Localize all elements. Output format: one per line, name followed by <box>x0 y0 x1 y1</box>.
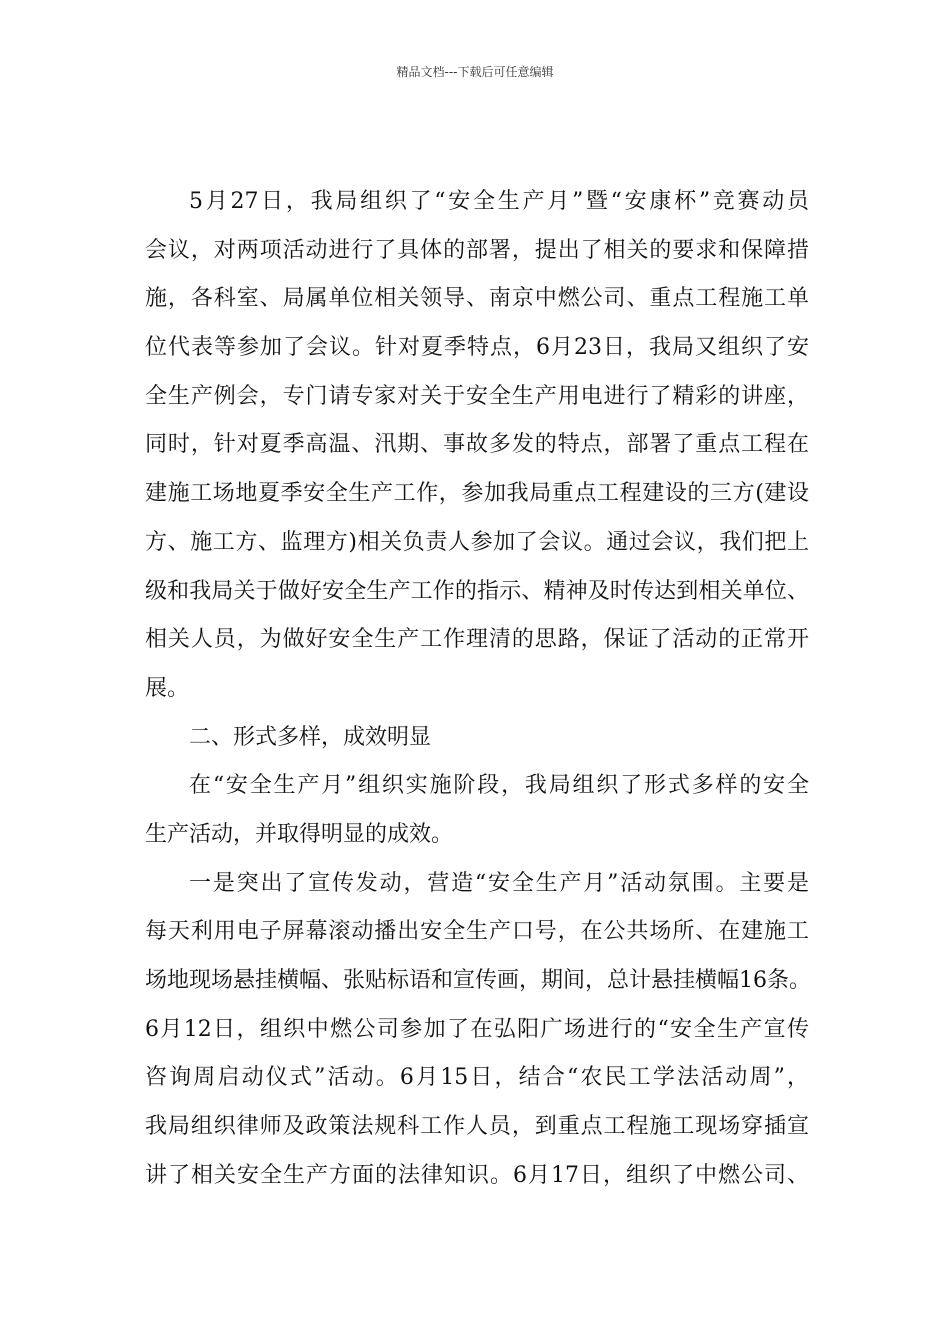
text-line: 同时，针对夏季高温、汛期、事故多发的特点，部署了重点工程在 <box>145 432 809 458</box>
text-line: 级和我局关于做好安全生产工作的指示、精神及时传达到相关单位、 <box>145 578 809 604</box>
text-line: 全生产例会，专门请专家对关于安全生产用电进行了精彩的讲座， <box>145 383 809 409</box>
page-header: 精品文档---下载后可任意编辑 <box>396 65 554 79</box>
text-line: 每天利用电子屏幕滚动播出安全生产口号，在公共场所、在建施工 <box>145 919 809 945</box>
text-line: 生产活动，并取得明显的成效。 <box>145 821 454 847</box>
text-line: 在“安全生产月”组织实施阶段，我局组织了形式多样的安全 <box>189 773 809 799</box>
text-line: 场地现场悬挂横幅、张贴标语和宣传画，期间，总计悬挂横幅16条。 <box>145 968 811 993</box>
text-line: 位代表等参加了会议。针对夏季特点，6月23日，我局又组织了安 <box>145 335 809 361</box>
text-line: 咨询周启动仪式”活动。6月15日，结合“农民工学法活动周”， <box>145 1065 809 1091</box>
text-line: 会议，对两项活动进行了具体的部署，提出了相关的要求和保障措 <box>145 237 809 263</box>
text-line: 施，各科室、局属单位相关领导、南京中燃公司、重点工程施工单 <box>145 286 809 312</box>
text-line: 5月27日，我局组织了“安全生产月”暨“安康杯”竞赛动员 <box>189 189 809 214</box>
text-line: 相关人员，为做好安全生产工作理清的思路，保证了活动的正常开 <box>145 627 809 653</box>
section-heading: 二、形式多样，成效明显 <box>189 724 432 750</box>
text-line: 一是突出了宣传发动，营造“安全生产月”活动氛围。主要是 <box>189 870 809 896</box>
text-line: 建施工场地夏季安全生产工作，参加我局重点工程建设的三方(建设 <box>145 481 809 507</box>
document-body <box>145 178 809 1200</box>
text-line: 方、施工方、监理方)相关负责人参加了会议。通过会议，我们把上 <box>145 529 809 555</box>
text-line: 展。 <box>145 675 190 701</box>
text-line: 6月12日，组织中燃公司参加了在弘阳广场进行的“安全生产宣传 <box>145 1016 809 1042</box>
text-line: 我局组织律师及政策法规科工作人员，到重点工程施工现场穿插宣 <box>145 1114 809 1140</box>
text-line: 讲了相关安全生产方面的法律知识。6月17日，组织了中燃公司、 <box>145 1162 809 1188</box>
